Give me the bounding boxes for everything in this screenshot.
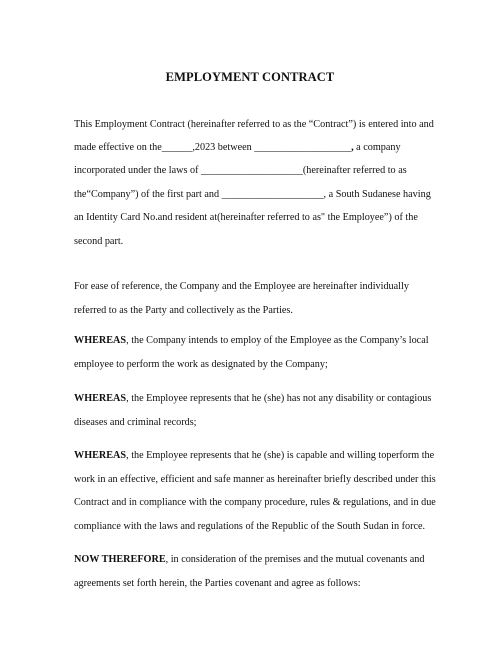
line-text: , in consideration of the premises and the mutual covenants and <box>165 554 425 565</box>
whereas-label: WHEREAS <box>74 393 127 404</box>
line-text: an Identity Card No.and resident at(hereinafter referred to as" the Employee”) of the <box>74 212 418 223</box>
line-text: referred to as the Party and collectively as the Parties. <box>74 305 293 316</box>
line-text: compliance with the laws and regulations of the Republic of the South Sudan in force. <box>74 521 426 532</box>
line-text: agreements set forth herein, the Parties covenant and agree as follows: <box>74 578 361 589</box>
paragraph-line <box>74 553 425 567</box>
line-text: , the Company intends to employ of the Employee as the Company’s local <box>126 335 429 346</box>
line-text: incorporated under the laws of ____________________(hereinafter referred to as <box>74 165 407 176</box>
paragraph-line <box>74 118 434 132</box>
now-therefore-label: NOW THEREFORE <box>74 554 166 565</box>
line-text: diseases and criminal records; <box>74 417 197 428</box>
paragraph-line <box>74 211 418 225</box>
paragraph-line <box>74 392 431 406</box>
line-text: , the Employee represents that he (she) is capable and willing toperform the <box>126 450 435 461</box>
whereas-label: WHEREAS <box>74 335 127 346</box>
line-text: employee to perform the work as designated by the Company; <box>74 359 328 370</box>
paragraph-line <box>74 449 434 463</box>
paragraph-line <box>74 496 436 510</box>
paragraph-line <box>74 334 429 348</box>
paragraph-line <box>74 358 328 372</box>
paragraph-line <box>74 141 401 155</box>
whereas-label: WHEREAS <box>74 450 127 461</box>
bold-comma: , <box>351 142 354 153</box>
line-text: For ease of reference, the Company and the Employee are hereinafter individually <box>74 281 409 292</box>
paragraph-line <box>74 520 425 534</box>
paragraph-line <box>74 188 431 202</box>
line-text: , the Employee represents that he (she) has not any disability or contagious <box>126 393 432 404</box>
line-text: This Employment Contract (hereinafter referred to as the “Contract”) is entered into and <box>74 119 434 130</box>
paragraph-line <box>74 473 436 487</box>
paragraph-line <box>74 416 197 430</box>
line-text: work in an effective, efficient and safe manner as hereinafter briefly described under this <box>74 474 436 485</box>
line-text: Contract and in compliance with the company procedure, rules & regulations, and in due <box>74 497 436 508</box>
document-title: EMPLOYMENT CONTRACT <box>165 70 335 84</box>
line-text: second part. <box>74 236 124 247</box>
paragraph-line <box>74 164 407 178</box>
line-text: a company <box>353 142 401 153</box>
paragraph-line <box>74 577 361 591</box>
paragraph-line <box>74 280 409 294</box>
paragraph-line <box>74 304 293 318</box>
line-text: made effective on the______,2023 between ___________________ <box>74 142 352 153</box>
paragraph-line <box>74 235 123 249</box>
line-text: the“Company”) of the first part and ____________________, a South Sudanese having <box>74 189 431 200</box>
